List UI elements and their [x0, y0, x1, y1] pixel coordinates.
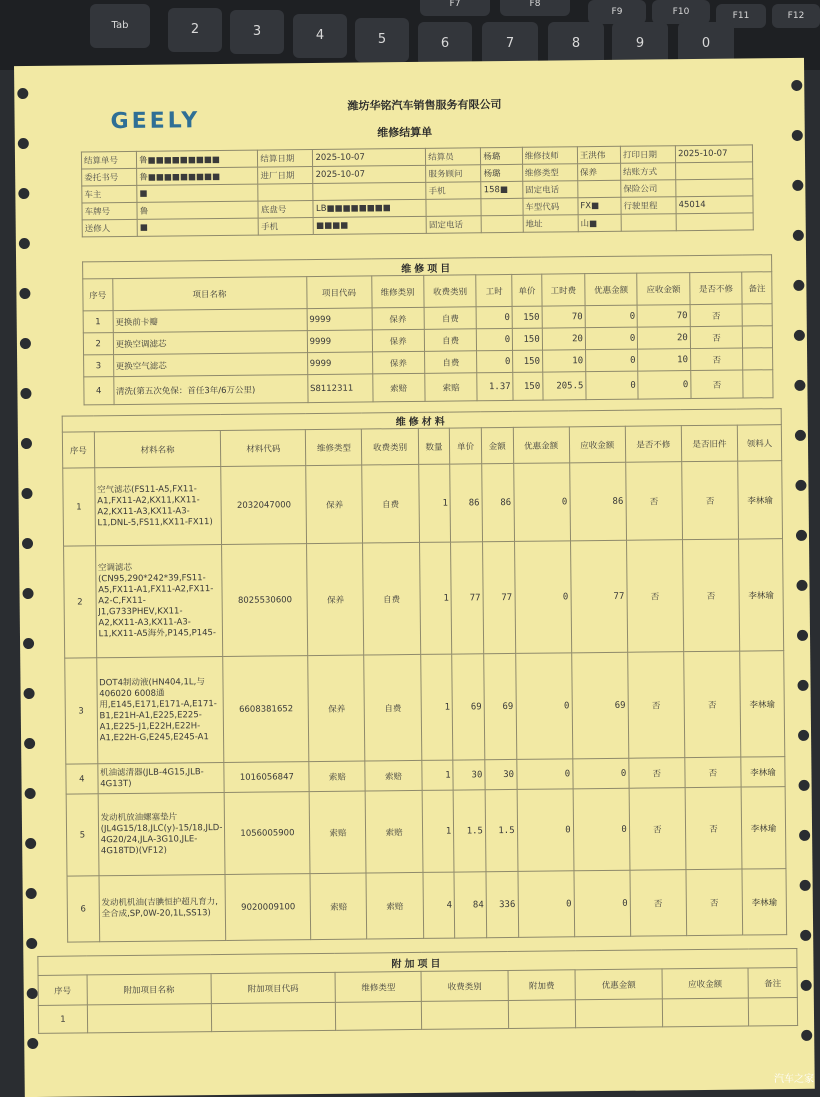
- service-header: 项目代码: [306, 276, 371, 309]
- info-label: 结算员: [426, 148, 481, 166]
- materials-cell: 69: [484, 653, 517, 759]
- materials-header: 材料名称: [94, 430, 221, 467]
- materials-header: 优惠金额: [513, 427, 569, 464]
- materials-cell: 自费: [362, 464, 419, 543]
- service-header: 应收金额: [637, 273, 690, 306]
- service-header: 维修类别: [371, 275, 424, 308]
- info-label: 车主: [82, 185, 137, 203]
- service-cell: 0: [585, 327, 638, 350]
- materials-cell: 否: [682, 539, 739, 652]
- info-value: 鲁■■■■■■■■■: [137, 167, 258, 185]
- info-value: 王洪伟: [577, 146, 620, 163]
- info-value: [313, 182, 426, 200]
- service-cell: 0: [477, 328, 513, 350]
- materials-cell: 李林瑜: [741, 757, 785, 787]
- info-value: [481, 198, 523, 215]
- materials-cell: 否: [630, 870, 687, 937]
- key-2: 2: [168, 8, 222, 52]
- key-7: 7: [482, 22, 538, 66]
- service-cell: 更换空气滤芯: [113, 353, 307, 377]
- materials-cell: 2032047000: [221, 466, 307, 545]
- service-cell: 否: [690, 304, 743, 327]
- info-label: 维修类型: [522, 164, 577, 182]
- info-value: [481, 215, 523, 232]
- service-cell: 10: [542, 350, 585, 372]
- materials-header: 数量: [418, 428, 450, 464]
- info-value: ■■■■: [314, 216, 427, 234]
- materials-cell: 1056005900: [224, 792, 310, 875]
- materials-cell: 保养: [307, 543, 364, 656]
- key-f10: F10: [652, 0, 710, 24]
- materials-cell: 1.5: [453, 790, 486, 872]
- service-cell: 更换空调滤芯: [113, 331, 307, 355]
- materials-cell: 3: [65, 658, 98, 764]
- materials-cell: 1: [418, 464, 450, 542]
- materials-cell: 0: [516, 759, 572, 790]
- service-cell: S8112311: [307, 374, 372, 403]
- key-f7: F7: [420, 0, 490, 16]
- service-cell: 保养: [372, 351, 425, 374]
- info-value: [676, 213, 753, 231]
- info-label: 保险公司: [621, 180, 676, 198]
- materials-cell: 空调滤芯(CN95,290*242*39,FS11-A5,FX11-A1,FX11-A2,FX11-A2-C,FX11-J1,G733PHEV,KX11-A2,KX11-A3,KX11-A3-L1,KX11-A5海外,P145,P145-: [95, 544, 223, 657]
- service-header: 单价: [512, 274, 542, 306]
- info-label: [258, 184, 313, 202]
- info-value: 2025-10-07: [313, 148, 426, 166]
- materials-cell: 86: [482, 463, 514, 541]
- materials-cell: 发动机机油(吉腆恒护超凡育力,全合成,SP,0W-20,1L,SS13): [99, 874, 226, 941]
- materials-cell: 0: [514, 541, 571, 654]
- materials-cell: 李林瑜: [738, 539, 783, 651]
- materials-cell: 否: [685, 757, 741, 788]
- materials-cell: 30: [485, 759, 517, 789]
- materials-cell: 9020009100: [225, 874, 311, 941]
- info-label: 手机: [258, 218, 313, 236]
- service-cell: 150: [513, 350, 543, 372]
- service-cell: 150: [513, 372, 543, 400]
- extra-cell: [87, 1004, 211, 1033]
- extra-header: 收费类别: [421, 971, 508, 1002]
- materials-cell: 李林瑜: [738, 461, 783, 539]
- materials-row: [63, 461, 783, 547]
- service-cell: 20: [638, 327, 691, 350]
- service-cell: 0: [477, 350, 513, 372]
- materials-row: [65, 651, 785, 765]
- materials-header: 领料人: [737, 425, 781, 461]
- materials-cell: 否: [686, 869, 743, 936]
- info-label: 手机: [426, 182, 481, 200]
- info-value: 杨璐: [481, 147, 523, 164]
- materials-cell: 否: [682, 461, 739, 540]
- materials-cell: 否: [627, 652, 684, 759]
- materials-cell: 否: [629, 788, 686, 871]
- key-4: 4: [293, 14, 347, 58]
- extra-cell: [422, 1001, 509, 1030]
- service-cell: 否: [690, 326, 743, 349]
- service-cell: 保养: [372, 329, 425, 352]
- materials-header: 维修类型: [306, 429, 362, 466]
- service-header: 工时: [476, 274, 512, 306]
- materials-cell: 李林瑜: [740, 651, 785, 757]
- materials-header: 单价: [450, 428, 482, 464]
- materials-cell: 77: [451, 542, 484, 654]
- materials-cell: 0: [574, 870, 631, 937]
- materials-cell: 8025530600: [222, 544, 308, 657]
- materials-cell: 4: [66, 764, 98, 794]
- service-cell: 10: [638, 349, 691, 372]
- service-cell: 70: [637, 305, 690, 328]
- extra-header: 序号: [38, 975, 87, 1006]
- service-row: [84, 370, 773, 405]
- service-cell: 70: [542, 306, 585, 328]
- materials-cell: 否: [625, 462, 682, 541]
- materials-cell: 0: [517, 789, 574, 872]
- materials-cell: 6608381652: [223, 656, 309, 763]
- extra-header: 附加项目名称: [87, 974, 211, 1005]
- materials-cell: 索赔: [309, 761, 365, 792]
- materials-row: [64, 539, 784, 659]
- materials-cell: 索赔: [366, 790, 423, 873]
- materials-cell: 0: [572, 758, 628, 789]
- materials-cell: 30: [453, 760, 485, 790]
- extra-header: 附加费: [508, 970, 576, 1001]
- service-cell: 0: [476, 306, 512, 328]
- service-header: 优惠金额: [585, 273, 638, 306]
- info-label: 地址: [523, 215, 578, 233]
- info-value: 保养: [577, 163, 620, 180]
- materials-cell: 索赔: [365, 760, 421, 791]
- materials-header: 应收金额: [569, 426, 625, 463]
- materials-cell: 77: [570, 540, 627, 653]
- materials-cell: 86: [450, 464, 482, 542]
- info-value: [578, 180, 621, 197]
- materials-row: [66, 787, 786, 877]
- materials-header: 材料代码: [221, 430, 306, 467]
- materials-cell: 否: [629, 758, 685, 789]
- service-cell: 1.37: [477, 372, 513, 400]
- materials-cell: 1: [421, 760, 453, 790]
- company-name: 潍坊华铭汽车销售服务有限公司: [347, 98, 502, 113]
- materials-cell: 索赔: [309, 791, 366, 874]
- info-value: 2025-10-07: [675, 145, 752, 163]
- materials-cell: 自费: [364, 654, 421, 761]
- service-header: 工时费: [542, 274, 585, 306]
- service-items-table: [82, 254, 773, 405]
- materials-cell: 1: [63, 468, 95, 546]
- info-label: 行驶里程: [621, 197, 676, 215]
- materials-cell: 0: [513, 463, 570, 542]
- service-section-title: 维修项目: [83, 255, 772, 279]
- materials-cell: 1.5: [485, 789, 518, 871]
- info-label: [426, 199, 481, 217]
- materials-cell: 索赔: [310, 873, 367, 940]
- service-cell: 索赔: [372, 373, 425, 402]
- service-cell: [743, 326, 773, 348]
- materials-row: [67, 869, 787, 943]
- service-cell: 清洗(第五次免保：首任3年/6万公里): [113, 375, 307, 405]
- key-f9: F9: [588, 0, 646, 24]
- service-cell: 0: [585, 305, 638, 328]
- key-8: 8: [548, 22, 604, 66]
- materials-section-title: 维修材料: [62, 409, 781, 433]
- service-cell: 自费: [424, 307, 477, 330]
- materials-table: [62, 408, 787, 943]
- info-label: 车型代码: [523, 198, 578, 216]
- materials-cell: 李林瑜: [742, 869, 787, 935]
- info-value: 2025-10-07: [313, 165, 426, 183]
- materials-cell: 69: [452, 654, 485, 760]
- info-value: 鲁■■■■■■■■■: [137, 150, 258, 168]
- service-cell: 9999: [307, 330, 372, 353]
- info-value: LB■■■■■■■■: [313, 199, 426, 217]
- extra-cell: [662, 998, 749, 1027]
- extra-cell: [749, 997, 798, 1026]
- materials-cell: DOT4制动液(HN404,1L,与406020 6008通用,E145,E171,E171-A,E171-B1,E21H-A1,E225,E225-A1,E225-J1,E22H,E22H-A1,E22H-G,E245,E245-A1: [96, 656, 224, 763]
- service-cell: 自费: [424, 351, 477, 374]
- materials-cell: 77: [482, 541, 515, 653]
- key-tab: Tab: [90, 4, 150, 48]
- info-label: 车牌号: [82, 202, 137, 220]
- service-cell: [742, 304, 772, 326]
- service-cell: 4: [84, 377, 114, 405]
- info-label: 固定电话: [426, 216, 481, 234]
- materials-cell: 86: [569, 462, 626, 541]
- extra-header: 备注: [748, 967, 797, 998]
- info-value: [676, 162, 753, 180]
- key-6: 6: [418, 22, 472, 66]
- materials-cell: 空气滤芯(FS11-A5,FX11-A1,FX11-A2,KX11,KX11-A2,KX11-A3,KX11-A3-L1,DNL-5,FS11,KX11-FX11): [94, 466, 222, 545]
- materials-cell: 0: [573, 788, 630, 871]
- info-label: 送修人: [82, 219, 137, 237]
- service-cell: 9999: [307, 352, 372, 375]
- service-header: 收费类别: [424, 275, 477, 308]
- service-cell: 1: [83, 311, 113, 333]
- service-cell: 3: [84, 355, 114, 377]
- materials-header: 金额: [481, 427, 513, 463]
- extra-cell: [508, 1000, 576, 1029]
- materials-cell: 发动机放油螺塞垫片(JL4G15/18,JLC(y)-15/18,JLD-4G20/24,JLA-3G10,JLE-4G18TD)(VF12): [98, 792, 226, 875]
- materials-cell: 0: [518, 871, 575, 938]
- materials-cell: 336: [486, 871, 518, 937]
- materials-cell: 保养: [306, 465, 363, 544]
- materials-header: 序号: [62, 432, 94, 468]
- service-cell: 9999: [307, 308, 372, 331]
- extra-header: 优惠金额: [575, 969, 662, 1000]
- materials-cell: 1: [422, 790, 455, 872]
- info-label: 委托书号: [82, 168, 137, 186]
- extra-cell: [335, 1001, 422, 1030]
- service-cell: 0: [586, 349, 639, 372]
- info-label: 结算日期: [258, 150, 313, 168]
- info-value: 158■: [481, 181, 523, 198]
- service-cell: 保养: [372, 307, 425, 330]
- key-f12: F12: [772, 4, 820, 28]
- service-cell: 20: [542, 328, 585, 350]
- materials-cell: 4: [423, 872, 455, 938]
- geely-logo: GEELY: [110, 108, 201, 135]
- service-header: 备注: [742, 272, 772, 304]
- materials-cell: 否: [684, 651, 741, 758]
- materials-cell: 否: [685, 787, 742, 870]
- info-label: 打印日期: [620, 146, 675, 164]
- info-value: [676, 179, 753, 197]
- key-5: 5: [355, 18, 409, 62]
- extra-header: 附加项目代码: [211, 972, 335, 1003]
- key-f11: F11: [716, 4, 766, 28]
- info-value: 鲁: [137, 201, 258, 219]
- materials-cell: 5: [66, 794, 99, 876]
- materials-cell: 索赔: [366, 872, 423, 939]
- autohome-watermark: 汽车之家: [774, 1074, 814, 1085]
- extra-items-table: [37, 948, 798, 1034]
- service-cell: 索赔: [425, 373, 478, 402]
- materials-cell: 1: [419, 542, 452, 654]
- service-cell: 2: [83, 333, 113, 355]
- key-3: 3: [230, 10, 284, 54]
- info-label: 服务顾问: [426, 165, 481, 183]
- materials-cell: 1: [420, 654, 453, 760]
- customer-info-table: [81, 144, 754, 237]
- right-feed-holes: [788, 58, 815, 1089]
- info-label: 维修技师: [522, 147, 577, 165]
- settlement-sheet: [14, 58, 815, 1097]
- materials-header: 是否旧件: [681, 425, 737, 462]
- service-cell: 150: [512, 306, 542, 328]
- info-label: 结账方式: [621, 163, 676, 181]
- extra-cell: 1: [38, 1005, 87, 1034]
- info-label: 进厂日期: [258, 167, 313, 185]
- service-header: 项目名称: [112, 277, 306, 311]
- materials-cell: 李林瑜: [741, 787, 786, 869]
- materials-cell: 机油滤清器(JLB-4G15,JLB-4G13T): [97, 762, 224, 793]
- extra-header: 维修类型: [335, 971, 422, 1002]
- info-value: 山■: [578, 214, 621, 231]
- service-cell: 0: [586, 371, 639, 400]
- info-label: 结算单号: [81, 151, 136, 169]
- service-cell: [743, 370, 773, 398]
- extra-section-title: 附加项目: [38, 948, 797, 975]
- info-value: 45014: [676, 196, 753, 214]
- info-value: FX■: [578, 197, 621, 214]
- materials-cell: 2: [64, 546, 97, 658]
- materials-cell: 0: [515, 653, 572, 760]
- service-cell: 否: [690, 348, 743, 371]
- service-cell: 否: [691, 370, 744, 399]
- materials-cell: 自费: [363, 542, 420, 655]
- key-f8: F8: [500, 0, 570, 16]
- materials-cell: 84: [454, 872, 486, 938]
- service-cell: 150: [513, 328, 543, 350]
- materials-cell: 6: [67, 876, 99, 942]
- service-header: 序号: [83, 279, 113, 311]
- info-value: 杨璐: [481, 164, 523, 181]
- materials-header: 收费类别: [362, 428, 418, 465]
- materials-cell: 1016056847: [224, 762, 309, 793]
- service-cell: 自费: [424, 329, 477, 352]
- materials-cell: 69: [571, 652, 628, 759]
- key-9: 9: [612, 22, 668, 66]
- service-header: 是否不修: [690, 272, 743, 305]
- document-title: 维修结算单: [377, 125, 433, 140]
- info-label: 固定电话: [522, 181, 577, 199]
- info-value: ■: [137, 184, 258, 202]
- info-label: [621, 214, 676, 232]
- service-cell: 0: [638, 371, 691, 400]
- info-value: ■: [137, 218, 258, 236]
- left-feed-holes: [14, 66, 41, 1097]
- materials-cell: 保养: [308, 655, 365, 762]
- extra-cell: [576, 999, 663, 1028]
- key-0: 0: [678, 22, 734, 66]
- service-cell: [743, 348, 773, 370]
- extra-cell: [211, 1002, 335, 1031]
- extra-header: 应收金额: [662, 968, 749, 999]
- materials-cell: 否: [626, 540, 683, 653]
- service-cell: 205.5: [543, 372, 586, 400]
- service-cell: 更换前卡瓣: [113, 309, 307, 333]
- materials-header: 是否不修: [625, 426, 681, 463]
- info-label: 底盘号: [258, 201, 313, 219]
